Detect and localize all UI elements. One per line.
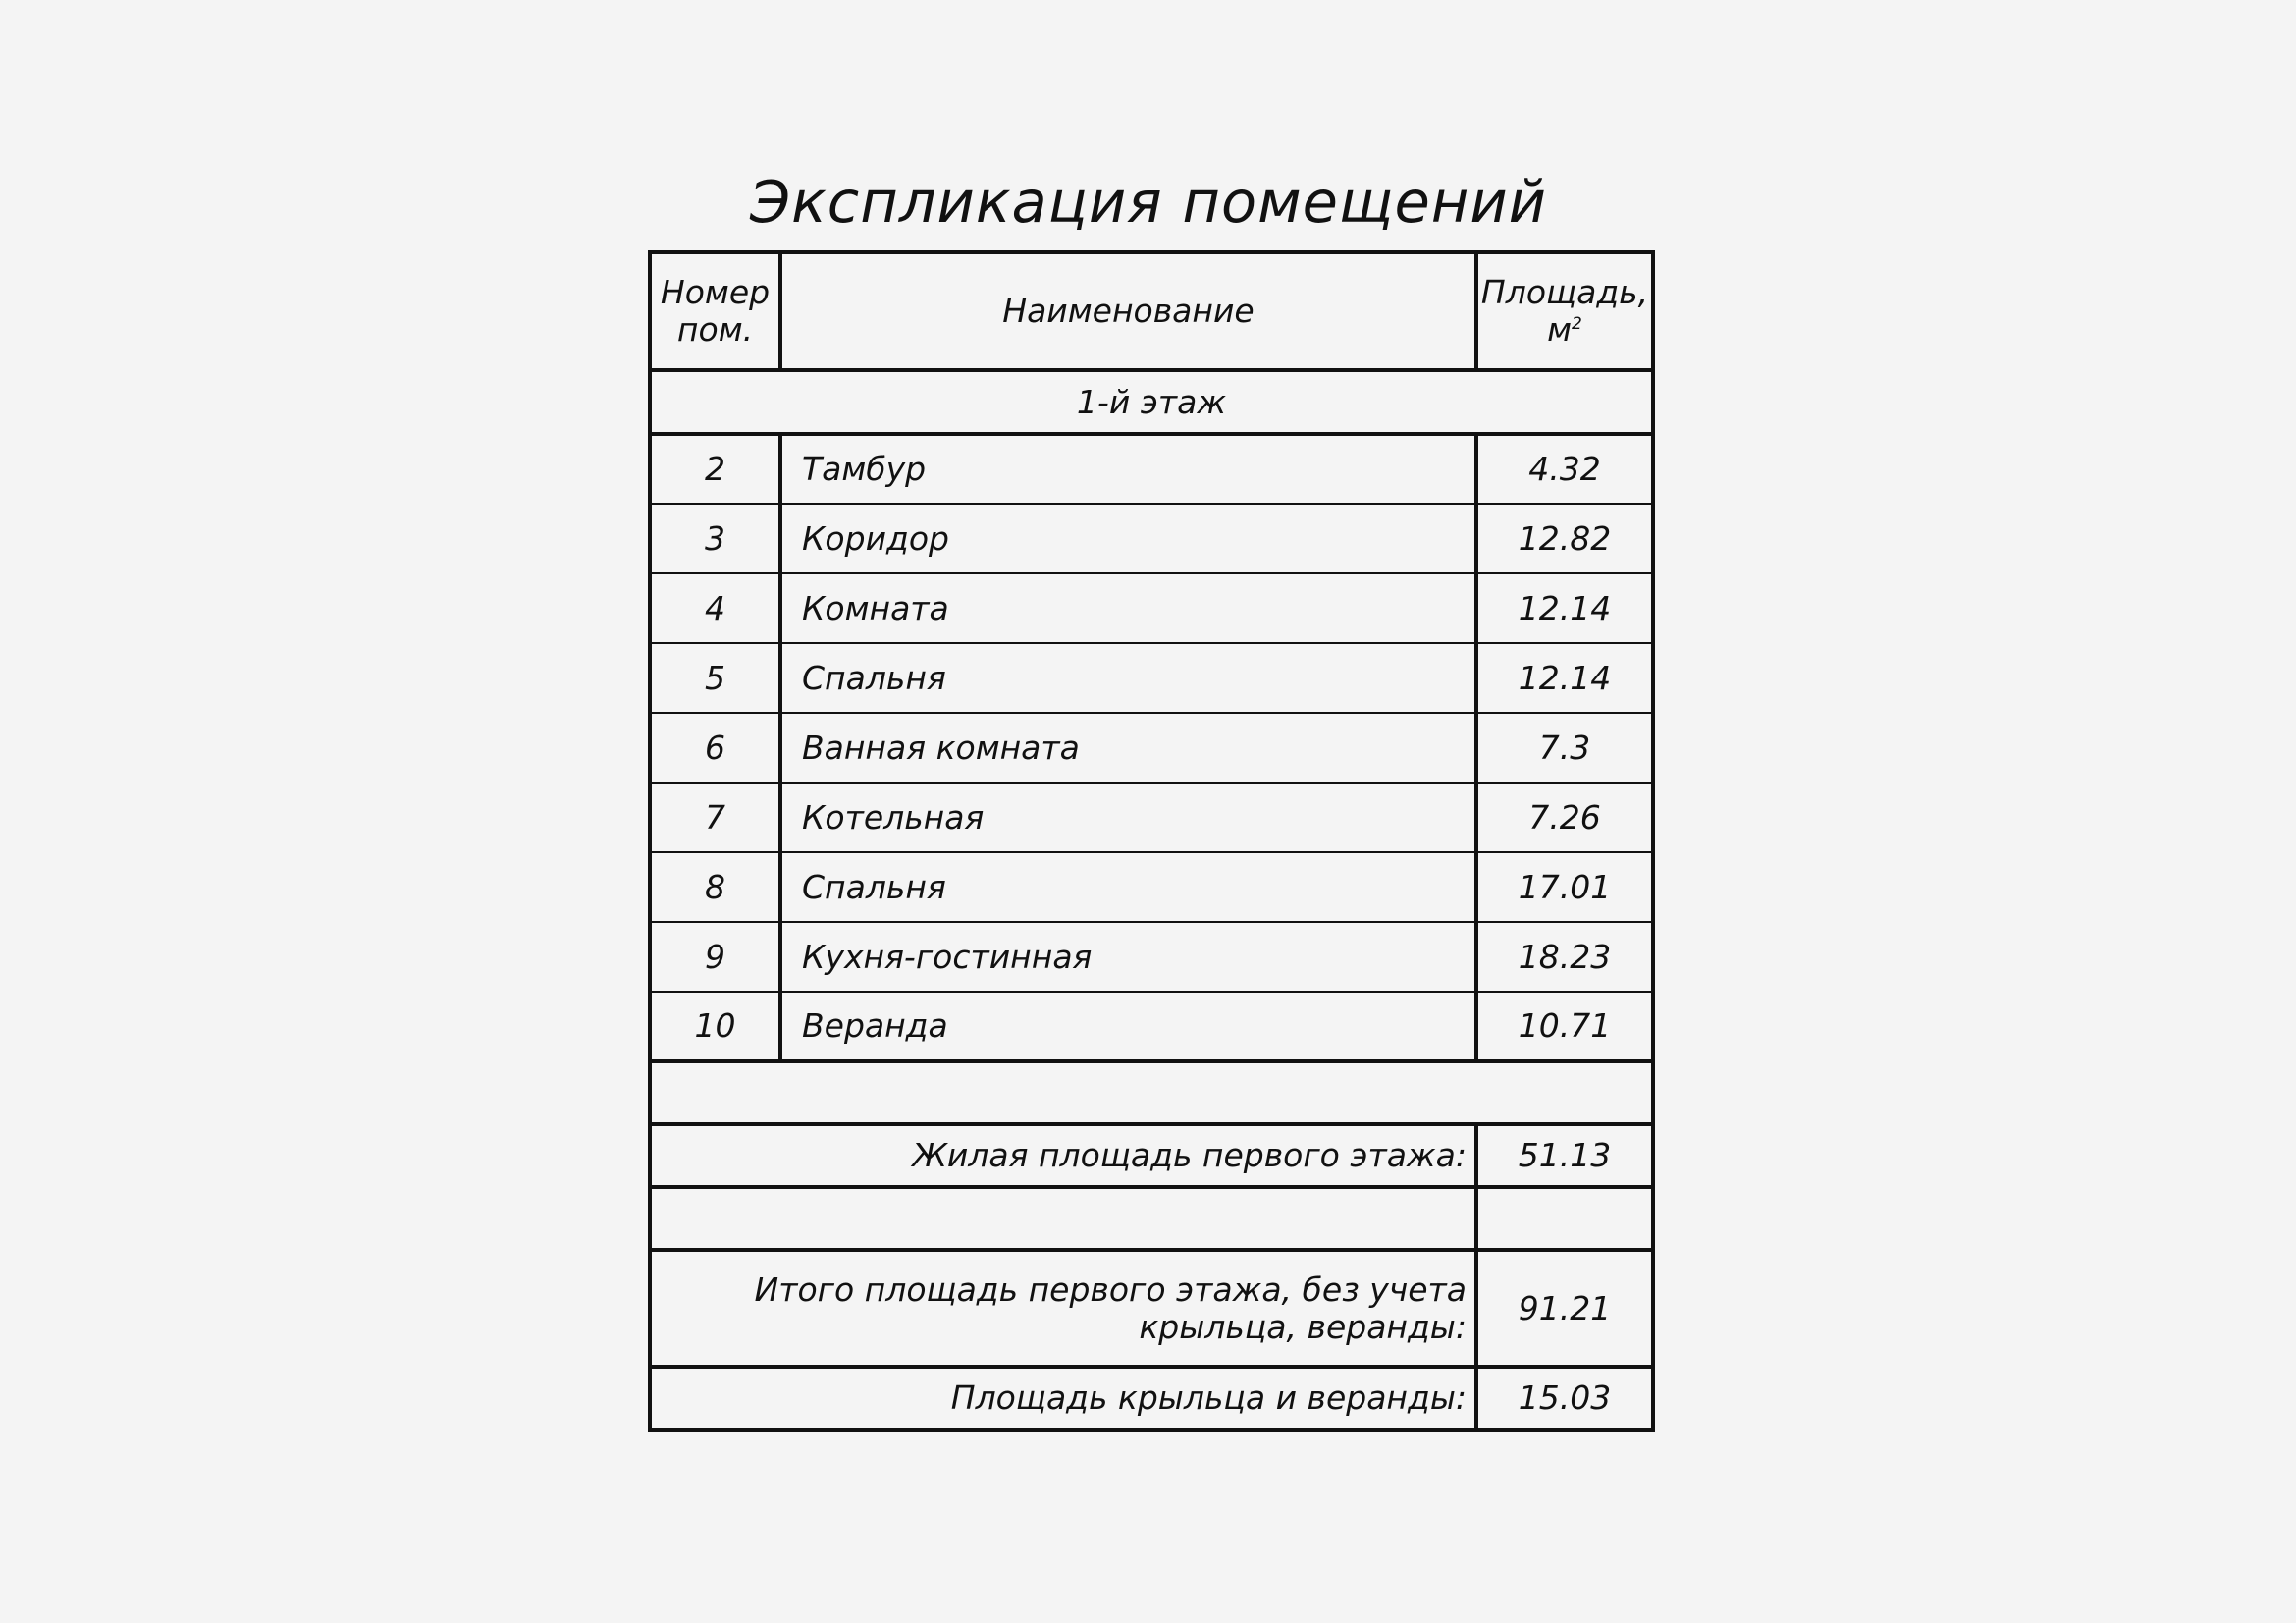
room-area: 12.14 [1476, 573, 1653, 643]
room-name: Комната [780, 573, 1476, 643]
total-area-label: Итого площадь первого этажа, без учета крыльца, веранды: [650, 1250, 1476, 1367]
room-number: 7 [650, 783, 780, 852]
table-row [650, 434, 1653, 504]
room-name: Кухня-гостинная [780, 922, 1476, 992]
room-area: 12.82 [1476, 504, 1653, 573]
living-area-value: 51.13 [1476, 1124, 1653, 1187]
floor-label: 1-й этаж [650, 370, 1653, 434]
room-name: Веранда [780, 992, 1476, 1061]
empty-cell [1476, 1187, 1653, 1250]
table-row [650, 922, 1653, 992]
room-name: Спальня [780, 643, 1476, 713]
header-number: Номер пом. [650, 252, 780, 370]
table-row [650, 992, 1653, 1061]
table-row [650, 573, 1653, 643]
table-row [650, 783, 1653, 852]
room-name: Котельная [780, 783, 1476, 852]
spacer-row [650, 1187, 1653, 1250]
room-area: 12.14 [1476, 643, 1653, 713]
header-name: Наименование [780, 252, 1476, 370]
table-row [650, 504, 1653, 573]
room-area: 4.32 [1476, 434, 1653, 504]
room-number: 8 [650, 852, 780, 922]
room-area: 7.3 [1476, 713, 1653, 783]
room-area: 17.01 [1476, 852, 1653, 922]
table-row [650, 713, 1653, 783]
porch-area-label: Площадь крыльца и веранды: [650, 1367, 1476, 1430]
room-number: 6 [650, 713, 780, 783]
room-number: 3 [650, 504, 780, 573]
table-row [650, 852, 1653, 922]
summary-row-living [650, 1124, 1653, 1187]
room-name: Коридор [780, 504, 1476, 573]
header-row [650, 252, 1653, 370]
room-name: Ванная комната [780, 713, 1476, 783]
room-area: 7.26 [1476, 783, 1653, 852]
table-row [650, 643, 1653, 713]
room-area: 18.23 [1476, 922, 1653, 992]
room-number: 2 [650, 434, 780, 504]
room-name: Тамбур [780, 434, 1476, 504]
floor-row [650, 370, 1653, 434]
explication-table [648, 250, 1655, 1432]
empty-cell [650, 1061, 1653, 1124]
summary-row-porch [650, 1367, 1653, 1430]
spacer-row [650, 1061, 1653, 1124]
room-area: 10.71 [1476, 992, 1653, 1061]
room-name: Спальня [780, 852, 1476, 922]
room-number: 9 [650, 922, 780, 992]
room-number: 10 [650, 992, 780, 1061]
summary-row-total [650, 1250, 1653, 1367]
room-number: 4 [650, 573, 780, 643]
page-title: Экспликация помещений [749, 168, 1548, 236]
room-number: 5 [650, 643, 780, 713]
living-area-label: Жилая площадь первого этажа: [650, 1124, 1476, 1187]
area-unit-superscript: 2 [1572, 314, 1582, 334]
porch-area-value: 15.03 [1476, 1367, 1653, 1430]
empty-cell [650, 1187, 1476, 1250]
total-area-value: 91.21 [1476, 1250, 1653, 1367]
header-area: Площадь, $м^2$ [1476, 252, 1653, 370]
